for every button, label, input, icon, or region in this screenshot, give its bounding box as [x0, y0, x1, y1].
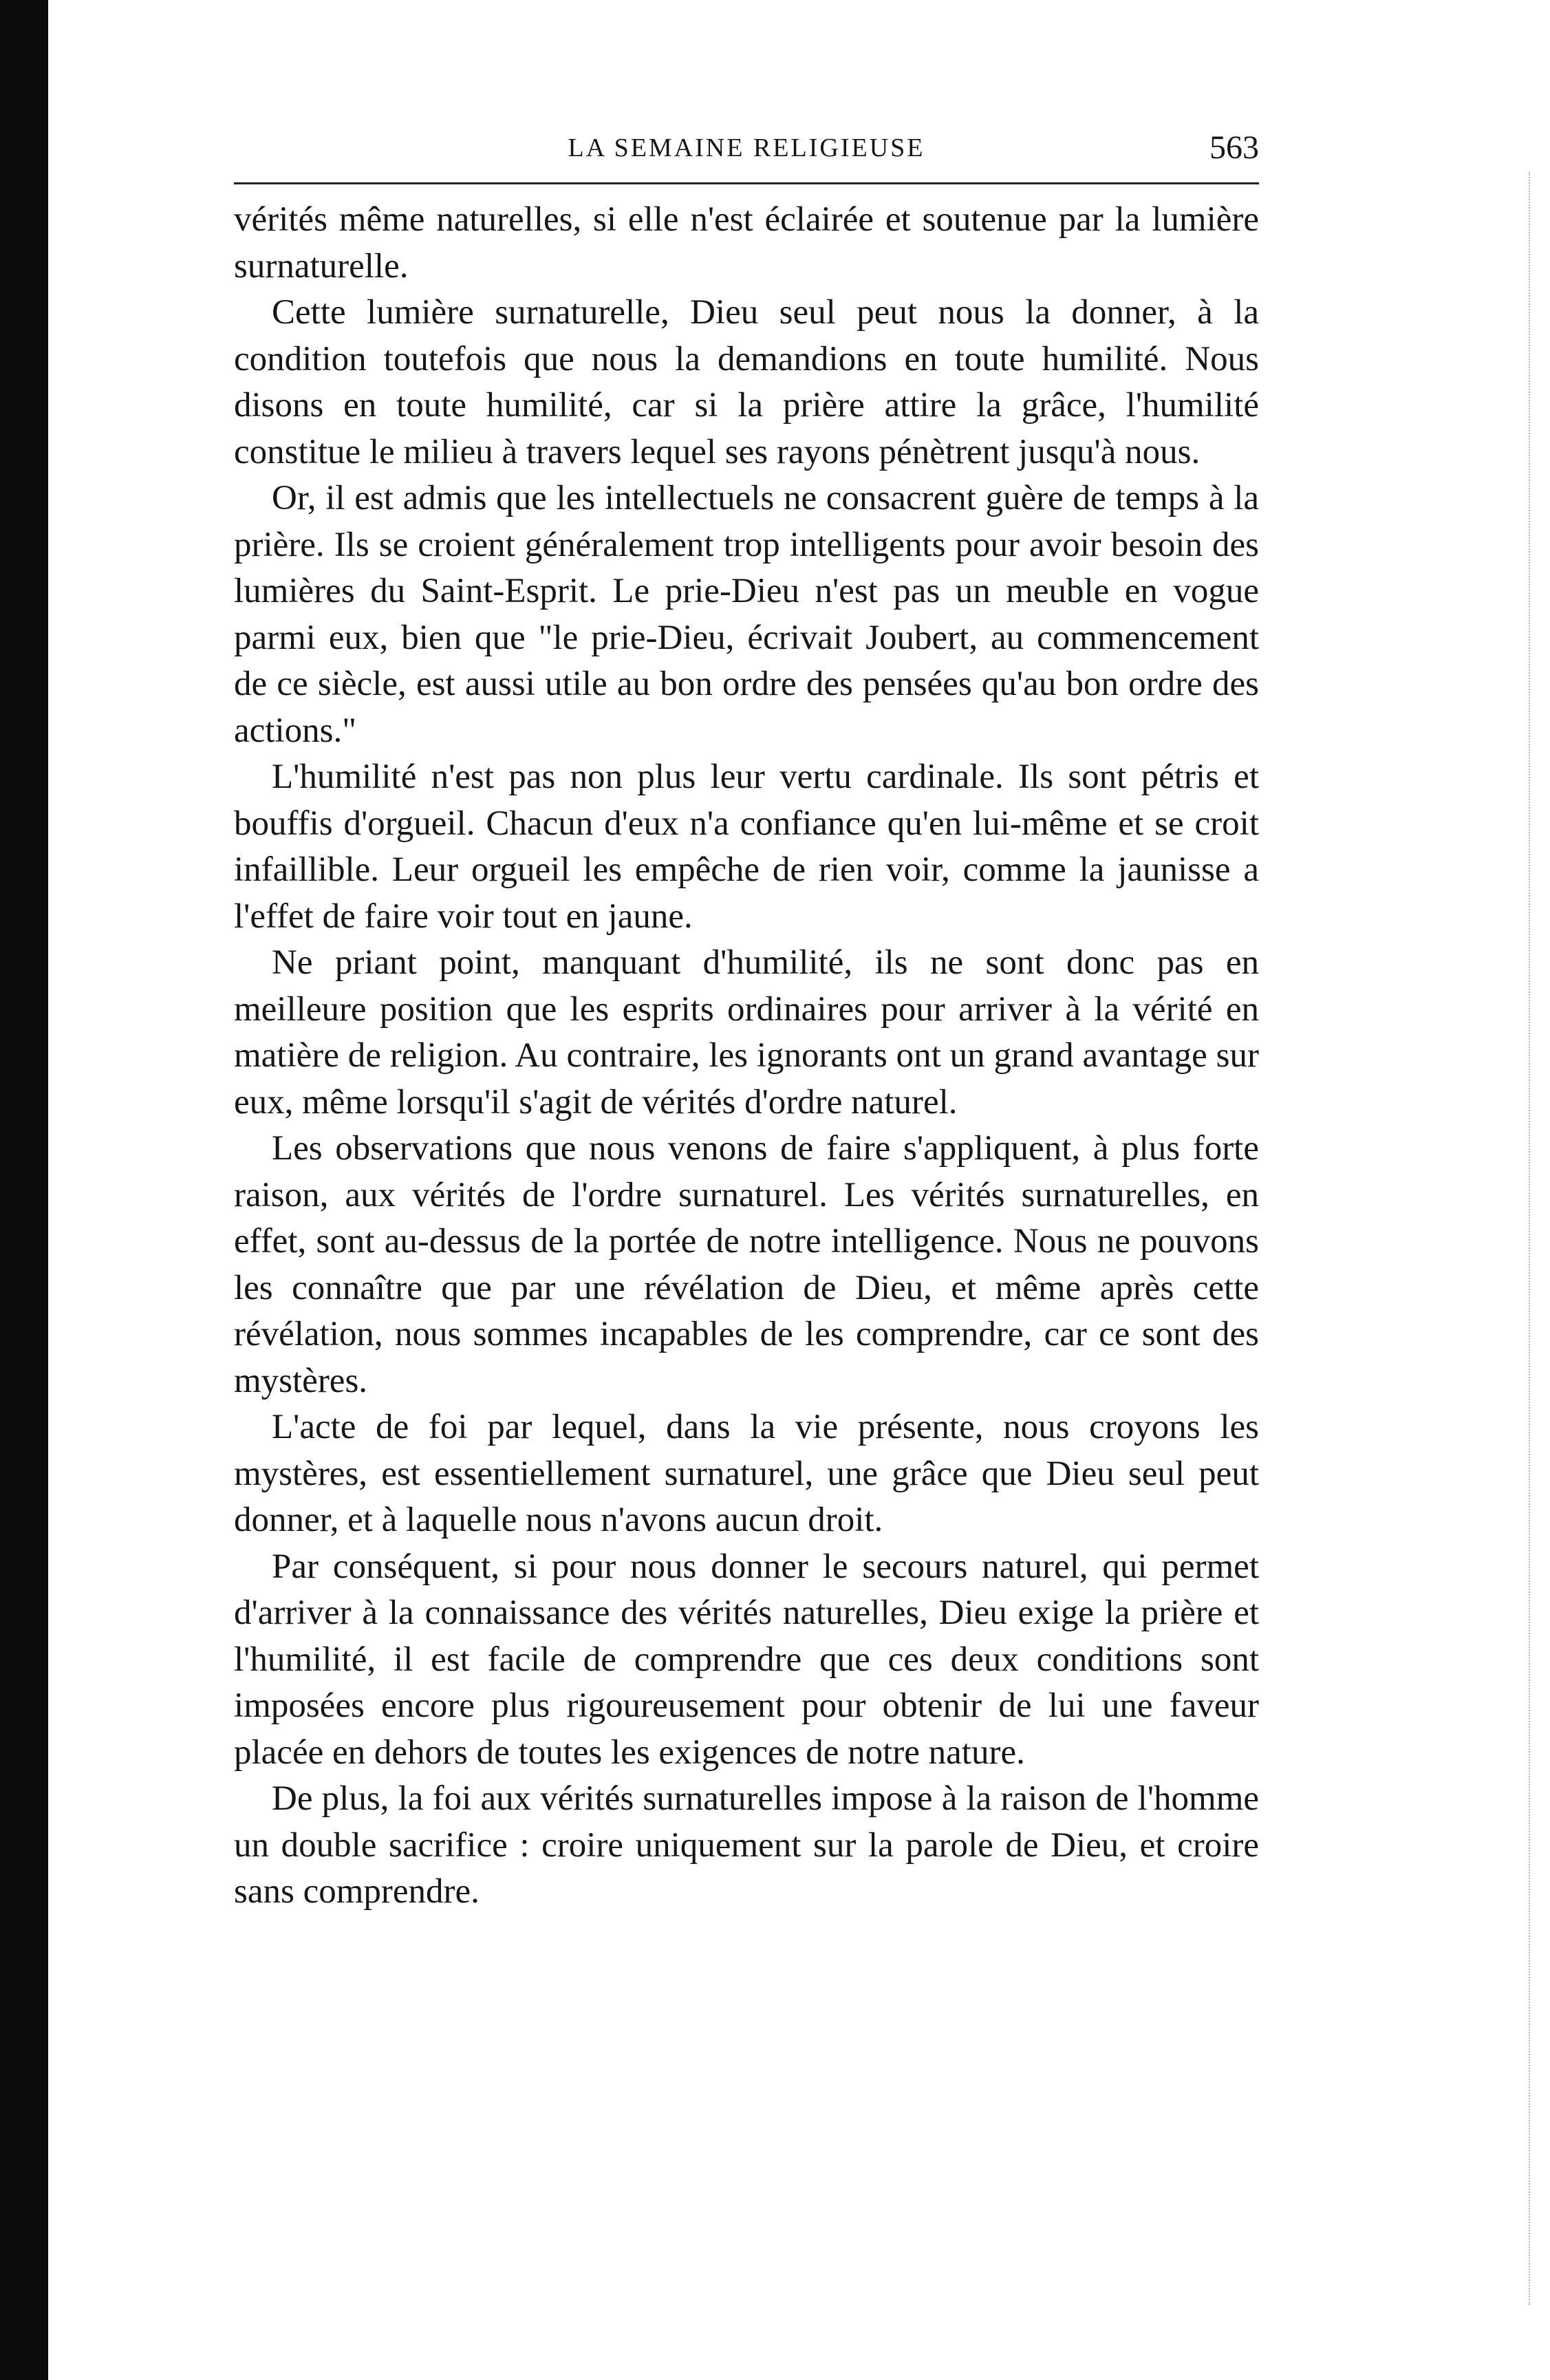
- page-number: 563: [1209, 129, 1259, 166]
- paragraph: Or, il est admis que les intellectuels ne consacrent guère de temps à la prière. Ils se croient généralement trop intelligents pour avoir besoin des lumières du Saint-Esprit. Le prie-Dieu n'est pas un meuble en vogue parmi eux, bien que "le prie-Dieu, écrivait Joubert, au commencement de ce siècle, est aussi utile au bon ordre des pensées qu'au bon ordre des actions.": [234, 479, 1259, 750]
- paragraph: L'humilité n'est pas non plus leur vertu cardinale. Ils sont pétris et bouffis d'orgueil. Chacun d'eux n'a confiance qu'en lui-même et se croit infaillible. Leur orgueil les empêche de rien voir, comme la jaunisse a l'effet de faire voir tout en jaune.: [234, 758, 1259, 936]
- running-title: LA SEMAINE RELIGIEUSE: [568, 133, 925, 162]
- paragraph-continuation: vérités même naturelles, si elle n'est éclairée et soutenue par la lumière surnaturelle.: [234, 200, 1259, 286]
- scan-edge-marks: [1529, 172, 1534, 2305]
- page-header: [234, 120, 1259, 175]
- paragraph: Par conséquent, si pour nous donner le secours naturel, qui permet d'arriver à la connaissance des vérités naturelles, Dieu exige la prière et l'humilité, il est facile de comprendre que ces deux conditions sont imposées encore plus rigoureusement pour obtenir de lui une faveur placée en dehors de toutes les exigences de notre nature.: [234, 1547, 1259, 1772]
- scan-binding-edge: [0, 0, 48, 2380]
- paragraph: Ne priant point, manquant d'humilité, ils ne sont donc pas en meilleure position que les esprits ordinaires pour arriver à la vérité en matière de religion. Au contraire, les ignorants ont un grand avantage sur eux, même lorsqu'il s'agit de vérités d'ordre naturel.: [234, 943, 1259, 1122]
- paragraph: De plus, la foi aux vérités surnaturelles impose à la raison de l'homme un double sacrifice : croire uniquement sur la parole de Dieu, et croire sans comprendre.: [234, 1779, 1259, 1911]
- body-text: [234, 197, 1259, 1916]
- paragraph: Les observations que nous venons de faire s'appliquent, à plus forte raison, aux vérités de l'ordre surnaturel. Les vérités surnaturelles, en effet, sont au-dessus de la portée de notre intelligence. Nous ne pouvons les connaître que par une révélation de Dieu, et même après cette révélation, nous sommes incapables de les comprendre, car ce sont des mystères.: [234, 1129, 1259, 1400]
- paragraph: Cette lumière surnaturelle, Dieu seul peut nous la donner, à la condition toutefois que nous la demandions en toute humilité. Nous disons en toute humilité, car si la prière attire la grâce, l'humilité constitue le milieu à travers lequel ses rayons pénètrent jusqu'à nous.: [234, 293, 1259, 471]
- page: [234, 120, 1259, 1916]
- header-rule: [234, 182, 1259, 184]
- paragraph: L'acte de foi par lequel, dans la vie présente, nous croyons les mystères, est essentiellement surnaturel, une grâce que Dieu seul peut donner, et à laquelle nous n'avons aucun droit.: [234, 1408, 1259, 1539]
